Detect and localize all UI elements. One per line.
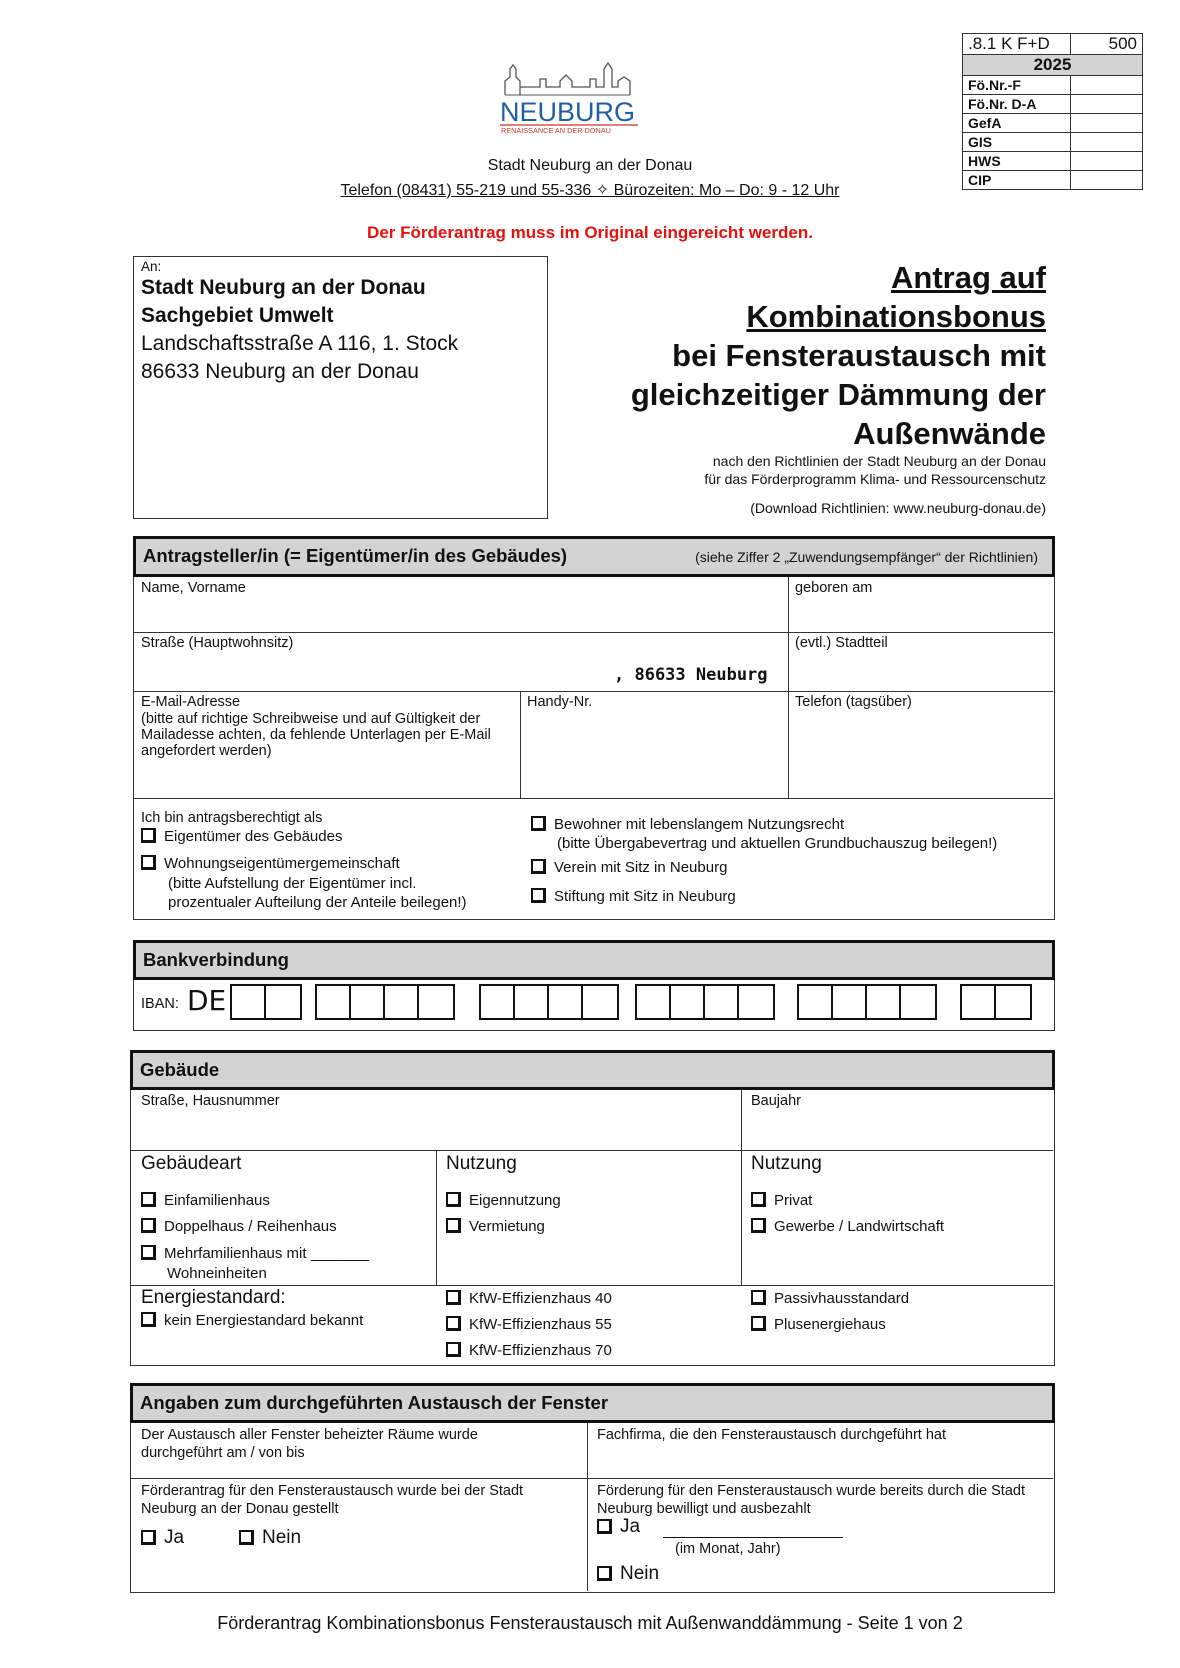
form-title: [631, 258, 1046, 453]
ref-row-label: GIS: [963, 133, 1071, 152]
ref-row-field[interactable]: [1071, 133, 1143, 152]
checkbox[interactable]: [751, 1316, 766, 1331]
original-notice: Der Förderantrag muss im Original eingereicht werden.: [367, 223, 813, 242]
title-line: Antrag auf: [891, 260, 1046, 295]
header-city: Stadt Neuburg an der Donau: [487, 157, 693, 174]
address-line: Sachgebiet Umwelt: [141, 304, 334, 327]
option-label: Mehrfamilienhaus mit _______: [164, 1245, 370, 1262]
option-label: Stiftung mit Sitz in Neuburg: [554, 888, 736, 905]
checkbox[interactable]: [751, 1192, 766, 1207]
program-code: .8.1 K F+D: [963, 34, 1071, 55]
plus-energy-option[interactable]: [751, 1316, 886, 1333]
option-label: KfW-Effizienzhaus 55: [469, 1316, 612, 1333]
iban-group[interactable]: [635, 984, 775, 1020]
logo-tagline: RENAISSANCE AN DER DONAU: [501, 126, 611, 135]
owner-occupied-option[interactable]: [446, 1192, 561, 1209]
city-logo: [500, 55, 640, 140]
option-label: Eigennutzung: [469, 1192, 561, 1209]
option-label: Nein: [620, 1563, 660, 1584]
title-line: Außenwände: [853, 416, 1046, 451]
section-note: (siehe Ziffer 2 „Zuwendungsempfänger“ der Richtlinien): [695, 549, 1038, 565]
checkbox[interactable]: [446, 1192, 461, 1207]
windows-section: [130, 1423, 1055, 1593]
building-type-heading: Gebäudeart: [141, 1153, 242, 1174]
option-label: Vermietung: [469, 1218, 545, 1235]
ref-row-label: CIP: [963, 171, 1071, 190]
address-line: Stadt Neuburg an der Donau: [141, 276, 426, 299]
passive-house-option[interactable]: [751, 1290, 909, 1307]
checkbox[interactable]: [751, 1218, 766, 1233]
single-family-option[interactable]: [141, 1192, 270, 1209]
program-year: 2025: [963, 55, 1143, 76]
ref-row-field[interactable]: [1071, 114, 1143, 133]
ref-row-label: Fö.Nr.-F: [963, 76, 1071, 95]
email-note: (bitte auf richtige Schreibweise und auf Gültigkeit der Mailadesse achten, da fehlende Unterlagen per E-Mail angefordert werden): [141, 711, 491, 759]
option-label: Bewohner mit lebenslangem Nutzungsrecht: [554, 816, 845, 833]
iban-row: [133, 980, 1055, 1031]
to-label: An:: [141, 259, 162, 274]
foundation-option[interactable]: [531, 888, 736, 905]
checkbox[interactable]: [531, 888, 546, 903]
contractor-field[interactable]: Fachfirma, die den Fensteraustausch durchgeführt hat: [597, 1427, 946, 1443]
kfw70-option[interactable]: [446, 1342, 612, 1359]
building-street-field[interactable]: Straße, Hausnummer: [141, 1093, 280, 1109]
option-label: Doppelhaus / Reihenhaus: [164, 1218, 337, 1235]
guideline-line: nach den Richtlinien der Stadt Neuburg an der Donau: [712, 453, 1046, 469]
title-line: gleichzeitiger Dämmung der: [630, 377, 1046, 412]
ref-row-field[interactable]: [1071, 95, 1143, 114]
checkbox[interactable]: [141, 828, 156, 843]
iban-group[interactable]: [960, 984, 1032, 1020]
application-no-option[interactable]: [239, 1527, 301, 1549]
kfw55-option[interactable]: [446, 1316, 612, 1333]
district-field[interactable]: (evtl.) Stadtteil: [795, 635, 888, 651]
logo-name: NEUBURG: [500, 97, 636, 127]
building-section-header: [130, 1050, 1055, 1090]
weg-note: prozentualer Aufteilung der Anteile beilegen!): [168, 894, 467, 911]
multi-family-option[interactable]: [141, 1245, 369, 1262]
kfw40-option[interactable]: [446, 1290, 612, 1307]
header-contact: Telefon (08431) 55-219 und 55-336 ✧ Bürozeiten: Mo – Do: 9 - 12 Uhr: [340, 182, 840, 199]
checkbox[interactable]: [141, 1245, 156, 1260]
phone-field[interactable]: Telefon (tagsüber): [795, 694, 912, 710]
section-title: Antragsteller/in (= Eigentümer/in des Gebäudes): [143, 545, 568, 566]
checkbox[interactable]: [446, 1290, 461, 1305]
street-field[interactable]: Straße (Hauptwohnsitz): [141, 635, 294, 651]
funding-date-line[interactable]: [663, 1537, 843, 1538]
ref-row-field[interactable]: [1071, 76, 1143, 95]
checkbox[interactable]: [239, 1530, 254, 1545]
resident-option[interactable]: [531, 816, 844, 833]
month-year-hint: (im Monat, Jahr): [675, 1541, 781, 1557]
name-field[interactable]: Name, Vorname: [141, 580, 246, 596]
title-line: bei Fensteraustausch mit: [672, 338, 1046, 373]
checkbox[interactable]: [446, 1342, 461, 1357]
bank-section-header: [133, 940, 1055, 980]
checkbox[interactable]: [141, 1192, 156, 1207]
option-label: Gewerbe / Landwirtschaft: [774, 1218, 945, 1235]
title-line: Kombinationsbonus: [746, 299, 1046, 334]
option-label: kein Energiestandard bekannt: [164, 1312, 364, 1329]
option-label: Nein: [262, 1527, 302, 1548]
weg-note: (bitte Aufstellung der Eigentümer incl.: [168, 875, 417, 892]
replacement-date-field[interactable]: Der Austausch aller Fenster beheizter Räume wurde durchgeführt am / von bis: [141, 1427, 478, 1461]
checkbox[interactable]: [597, 1519, 612, 1534]
address-line: 86633 Neuburg an der Donau: [141, 360, 419, 383]
section-title: Gebäude: [140, 1059, 220, 1080]
commercial-option[interactable]: [751, 1218, 944, 1235]
checkbox[interactable]: [531, 859, 546, 874]
iban-country: DE: [187, 984, 227, 1017]
ref-row-label: GefA: [963, 114, 1071, 133]
section-title: Angaben zum durchgeführten Austausch der Fenster: [140, 1392, 609, 1413]
prior-funding-question: Förderung für den Fensteraustausch wurde bereits durch die Stadt Neuburg bewilligt und ausbezahlt: [597, 1483, 1025, 1517]
download-note: (Download Richtlinien: www.neuburg-donau.de): [750, 500, 1046, 516]
ref-row-label: Fö.Nr. D-A: [963, 95, 1071, 114]
iban-group[interactable]: [315, 984, 455, 1020]
owner-option[interactable]: [141, 828, 342, 845]
build-year-field[interactable]: Baujahr: [751, 1093, 801, 1109]
usage-heading: Nutzung: [446, 1153, 517, 1174]
option-label: Ja: [164, 1527, 185, 1548]
checkbox[interactable]: [141, 1530, 156, 1545]
checkbox[interactable]: [446, 1218, 461, 1233]
recipient-address-box: [133, 256, 548, 519]
option-label: Verein mit Sitz in Neuburg: [554, 859, 728, 876]
option-label: Eigentümer des Gebäudes: [164, 828, 343, 845]
energy-standard-heading: Energiestandard:: [141, 1287, 286, 1308]
checkbox[interactable]: [141, 1312, 156, 1327]
funding-no-option[interactable]: [597, 1563, 659, 1585]
checkbox[interactable]: [446, 1316, 461, 1331]
address-line: Landschaftsstraße A 116, 1. Stock: [141, 332, 459, 355]
checkbox[interactable]: [141, 1218, 156, 1233]
guideline-line: für das Förderprogramm Klima- und Ressourcenschutz: [704, 471, 1046, 487]
option-label: Wohnungseigentümergemeinschaft: [164, 855, 400, 872]
iban-group[interactable]: [797, 984, 937, 1020]
eligibility-label: Ich bin antragsberechtigt als: [141, 810, 323, 826]
resident-note: (bitte Übergabevertrag und aktuellen Grundbuchauszug beilegen!): [557, 835, 998, 852]
funding-yes-option[interactable]: [597, 1516, 640, 1538]
option-label: Plusenergiehaus: [774, 1316, 886, 1333]
program-amount: 500: [1071, 34, 1143, 55]
weg-option[interactable]: [141, 855, 400, 872]
guideline-reference: [704, 452, 1046, 517]
option-label: KfW-Effizienzhaus 70: [469, 1342, 612, 1359]
usage-type-heading: Nutzung: [751, 1153, 822, 1174]
checkbox[interactable]: [597, 1566, 612, 1581]
units-label: Wohneinheiten: [167, 1265, 267, 1282]
application-yes-option[interactable]: [141, 1527, 184, 1549]
section-title: Bankverbindung: [143, 949, 289, 970]
building-section: [130, 1090, 1055, 1366]
prior-application-question: Förderantrag für den Fensteraustausch wurde bei der Stadt Neuburg an der Donau gestellt: [141, 1483, 524, 1517]
email-field[interactable]: E-Mail-Adresse: [141, 694, 241, 710]
castle-skyline-icon: [500, 55, 640, 140]
semi-detached-option[interactable]: [141, 1218, 337, 1235]
club-option[interactable]: [531, 859, 727, 876]
option-label: KfW-Effizienzhaus 40: [469, 1290, 612, 1307]
checkbox[interactable]: [531, 816, 546, 831]
option-label: Passivhausstandard: [774, 1290, 910, 1307]
checkbox[interactable]: [141, 855, 156, 870]
option-label: Ja: [620, 1516, 641, 1537]
no-standard-option[interactable]: [141, 1312, 363, 1329]
city-prefill: , 86633 Neuburg: [614, 665, 768, 685]
ref-row-label: HWS: [963, 152, 1071, 171]
option-label: Privat: [774, 1192, 813, 1209]
private-option[interactable]: [751, 1192, 812, 1209]
applicant-section-header: [133, 536, 1055, 577]
iban-group[interactable]: [230, 984, 302, 1020]
rental-option[interactable]: [446, 1218, 545, 1235]
checkbox[interactable]: [751, 1290, 766, 1305]
applicant-section: [133, 577, 1055, 920]
birthdate-field[interactable]: geboren am: [795, 580, 873, 596]
mobile-field[interactable]: Handy-Nr.: [527, 694, 593, 710]
page-footer: Förderantrag Kombinationsbonus Fensteraustausch mit Außenwanddämmung - Seite 1 von 2: [217, 1613, 963, 1633]
iban-group[interactable]: [479, 984, 619, 1020]
option-label: Einfamilienhaus: [164, 1192, 270, 1209]
iban-label: IBAN:: [141, 996, 179, 1012]
windows-section-header: [130, 1383, 1055, 1423]
